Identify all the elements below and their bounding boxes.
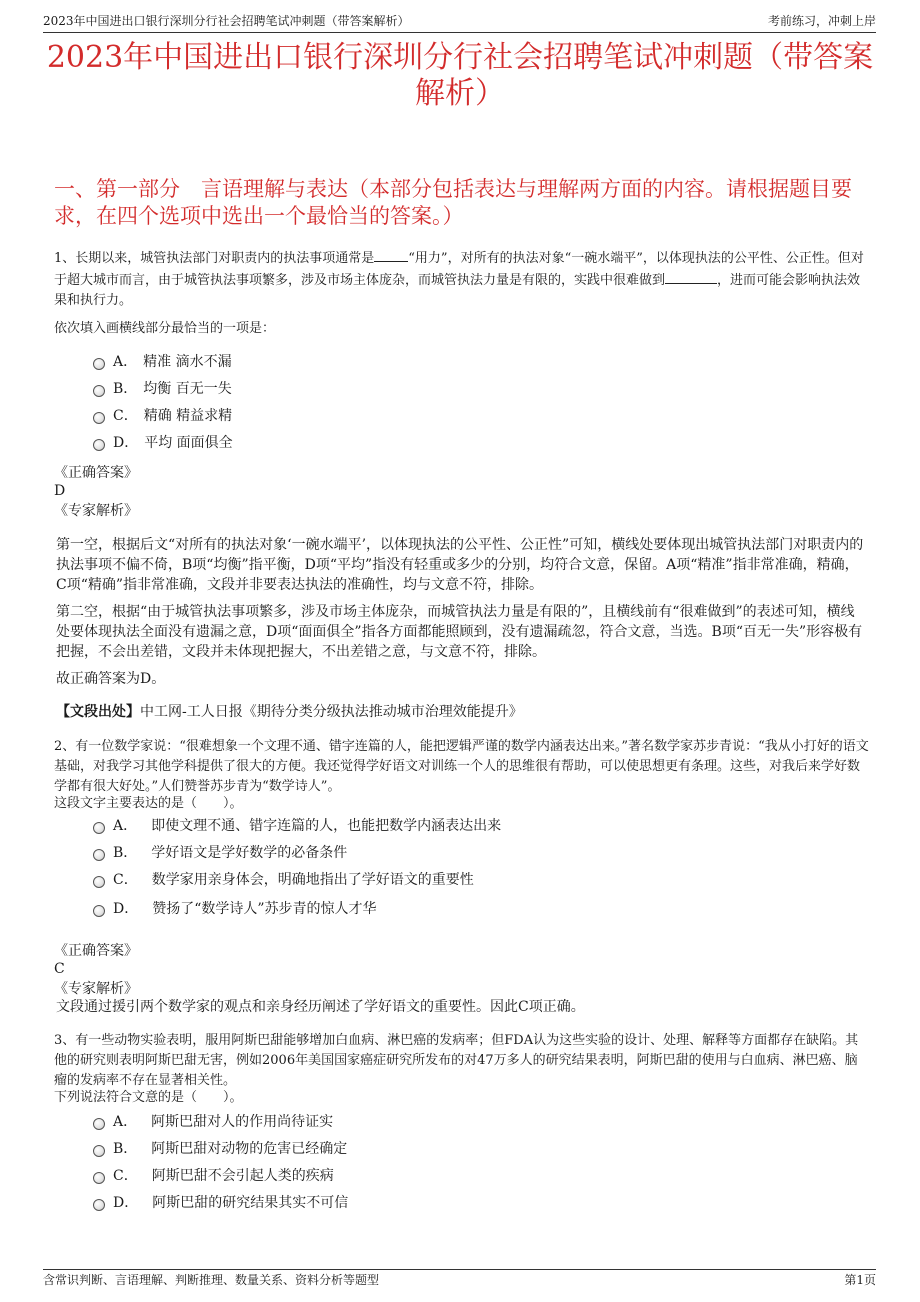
- radio-button-icon[interactable]: [93, 439, 105, 451]
- analysis-paragraph: 第二空，根据“由于城管执法事项繁多，涉及市场主体庞杂，而城管执法力量是有限的”，且横线前有“很难做到”的表述可知，横线处要体现执法全面没有遗漏之意，D项“面面俱全”指各方面都能照顾到，没有遗漏疏忽，符合文意，当选。B项“百无一失”形容极有把握，不会出差错，文段并未体现把握大，不出差错之意，与文意不符，排除。: [56, 604, 863, 660]
- radio-button-icon[interactable]: [93, 905, 105, 917]
- analysis-paragraph: 第一空，根据后文“对所有的执法对象‘一碗水端平’，以体现执法的公平性、公正性”可知，横线处要体现出城管执法部门对职责内的执法事项不偏不倚，B项“均衡”指平衡，D项“平均”指没有轻重或多少的分别，均符合文意，保留。A项“精准”指非常准确，精确，C项“精确”指非常准确，文段并非要表达执法的准确性，均与文意不符，排除。: [56, 537, 864, 593]
- q1-option-b[interactable]: B． 均衡 百无一失: [93, 379, 232, 399]
- question-2-stem: 2、有一位数学家说：“很难想象一个文理不通、错字连篇的人，能把逻辑严谨的数学内涵表达出来。”著名数学家苏步青说：“我从小打好的语文基础，对我学习其他学科提供了很大的方便。我还觉得学好语文对训练一个人的思维很有帮助，可以使思想更有条理。这些，对我后来学好数学都有很大好处。”人们赞誉苏步青为“数学诗人”。: [54, 739, 869, 794]
- answer-value: D: [54, 483, 66, 499]
- question-2-prompt: 这段文字主要表达的是（ ）。: [54, 796, 243, 811]
- question-1-prompt: 依次填入画横线部分最恰当的一项是：: [54, 321, 276, 336]
- source-citation: 【文段出处】中工网-工人日报《期待分类分级执法推动城市治理效能提升》: [56, 704, 523, 720]
- radio-button-icon[interactable]: [93, 412, 105, 424]
- q1-option-a[interactable]: A． 精准 滴水不漏: [93, 352, 232, 372]
- fill-blank: [374, 247, 408, 262]
- radio-button-icon[interactable]: [93, 876, 105, 888]
- section-heading: 一、第一部分 言语理解与表达（本部分包括表达与理解两方面的内容。请根据题目要求，在四个选项中选出一个最恰当的答案。）: [54, 177, 852, 228]
- q2-option-a[interactable]: A． 即使文理不通、错字连篇的人，也能把数学内涵表达出来: [93, 816, 501, 836]
- q2-option-c[interactable]: C． 数学家用亲身体会，明确地指出了学好语文的重要性: [93, 870, 474, 890]
- radio-button-icon[interactable]: [93, 849, 105, 861]
- q3-option-b[interactable]: B． 阿斯巴甜对动物的危害已经确定: [93, 1139, 347, 1159]
- q2-option-d[interactable]: D． 赞扬了“数学诗人”苏步青的惊人才华: [93, 899, 377, 919]
- document-title: 2023年中国进出口银行深圳分行社会招聘笔试冲刺题（带答案解析）: [46, 40, 874, 111]
- analysis-label: 《专家解析》: [54, 503, 138, 519]
- header-doc-title: 2023年中国进出口银行深圳分行社会招聘笔试冲刺题（带答案解析）: [43, 14, 410, 28]
- radio-button-icon[interactable]: [93, 358, 105, 370]
- answer-label: 《正确答案》: [54, 465, 138, 481]
- q1-option-d[interactable]: D． 平均 面面俱全: [93, 433, 233, 453]
- radio-button-icon[interactable]: [93, 1199, 105, 1211]
- fill-blank: [665, 269, 717, 284]
- footer-description: 含常识判断、言语理解、判断推理、数量关系、资料分析等题型: [43, 1273, 380, 1287]
- page-header: [43, 12, 876, 33]
- q3-option-d[interactable]: D． 阿斯巴甜的研究结果其实不可信: [93, 1193, 348, 1213]
- radio-button-icon[interactable]: [93, 1172, 105, 1184]
- q3-option-c[interactable]: C． 阿斯巴甜不会引起人类的疾病: [93, 1166, 334, 1186]
- q1-option-c[interactable]: C． 精确 精益求精: [93, 406, 232, 426]
- header-slogan: 考前练习，冲刺上岸: [767, 14, 876, 28]
- question-3-stem: 3、有一些动物实验表明，服用阿斯巴甜能够增加白血病、淋巴癌的发病率；但FDA认为这些实验的设计、处理、解释等方面都存在缺陷。其他的研究则表明阿斯巴甜无害，例如2006年美国国家癌症研究所发布的对47万多人的研究结果表明，阿斯巴甜的使用与白血病、淋巴癌、脑瘤的发病率不存在显著相关性。: [54, 1033, 859, 1088]
- answer-label: 《正确答案》: [54, 943, 138, 959]
- radio-button-icon[interactable]: [93, 1118, 105, 1130]
- analysis-conclusion: 故正确答案为D。: [56, 671, 166, 687]
- analysis-label: 《专家解析》: [54, 981, 138, 997]
- q3-option-a[interactable]: A． 阿斯巴甜对人的作用尚待证实: [93, 1112, 333, 1132]
- answer-value: C: [54, 961, 65, 977]
- radio-button-icon[interactable]: [93, 385, 105, 397]
- question-1-stem: 1、长期以来，城管执法部门对职责内的执法事项通常是 “用力”，对所有的执法对象“一碗水端平”，以体现执法的公平性、公正性。但对于超大城市而言，由于城管执法事项繁多，涉及市场主体庞杂，而城管执法力量是有限的，实践中很难做到 ，进而可能会影响执法效果和执行力。: [54, 247, 870, 311]
- question-3-prompt: 下列说法符合文意的是（ ）。: [54, 1090, 243, 1105]
- q2-option-b[interactable]: B． 学好语文是学好数学的必备条件: [93, 843, 347, 863]
- page-footer: [43, 1269, 876, 1290]
- analysis-paragraph: 文段通过援引两个数学家的观点和亲身经历阐述了学好语文的重要性。因此C项正确。: [56, 999, 585, 1015]
- page-number: 第1页: [844, 1273, 876, 1287]
- radio-button-icon[interactable]: [93, 1145, 105, 1157]
- radio-button-icon[interactable]: [93, 822, 105, 834]
